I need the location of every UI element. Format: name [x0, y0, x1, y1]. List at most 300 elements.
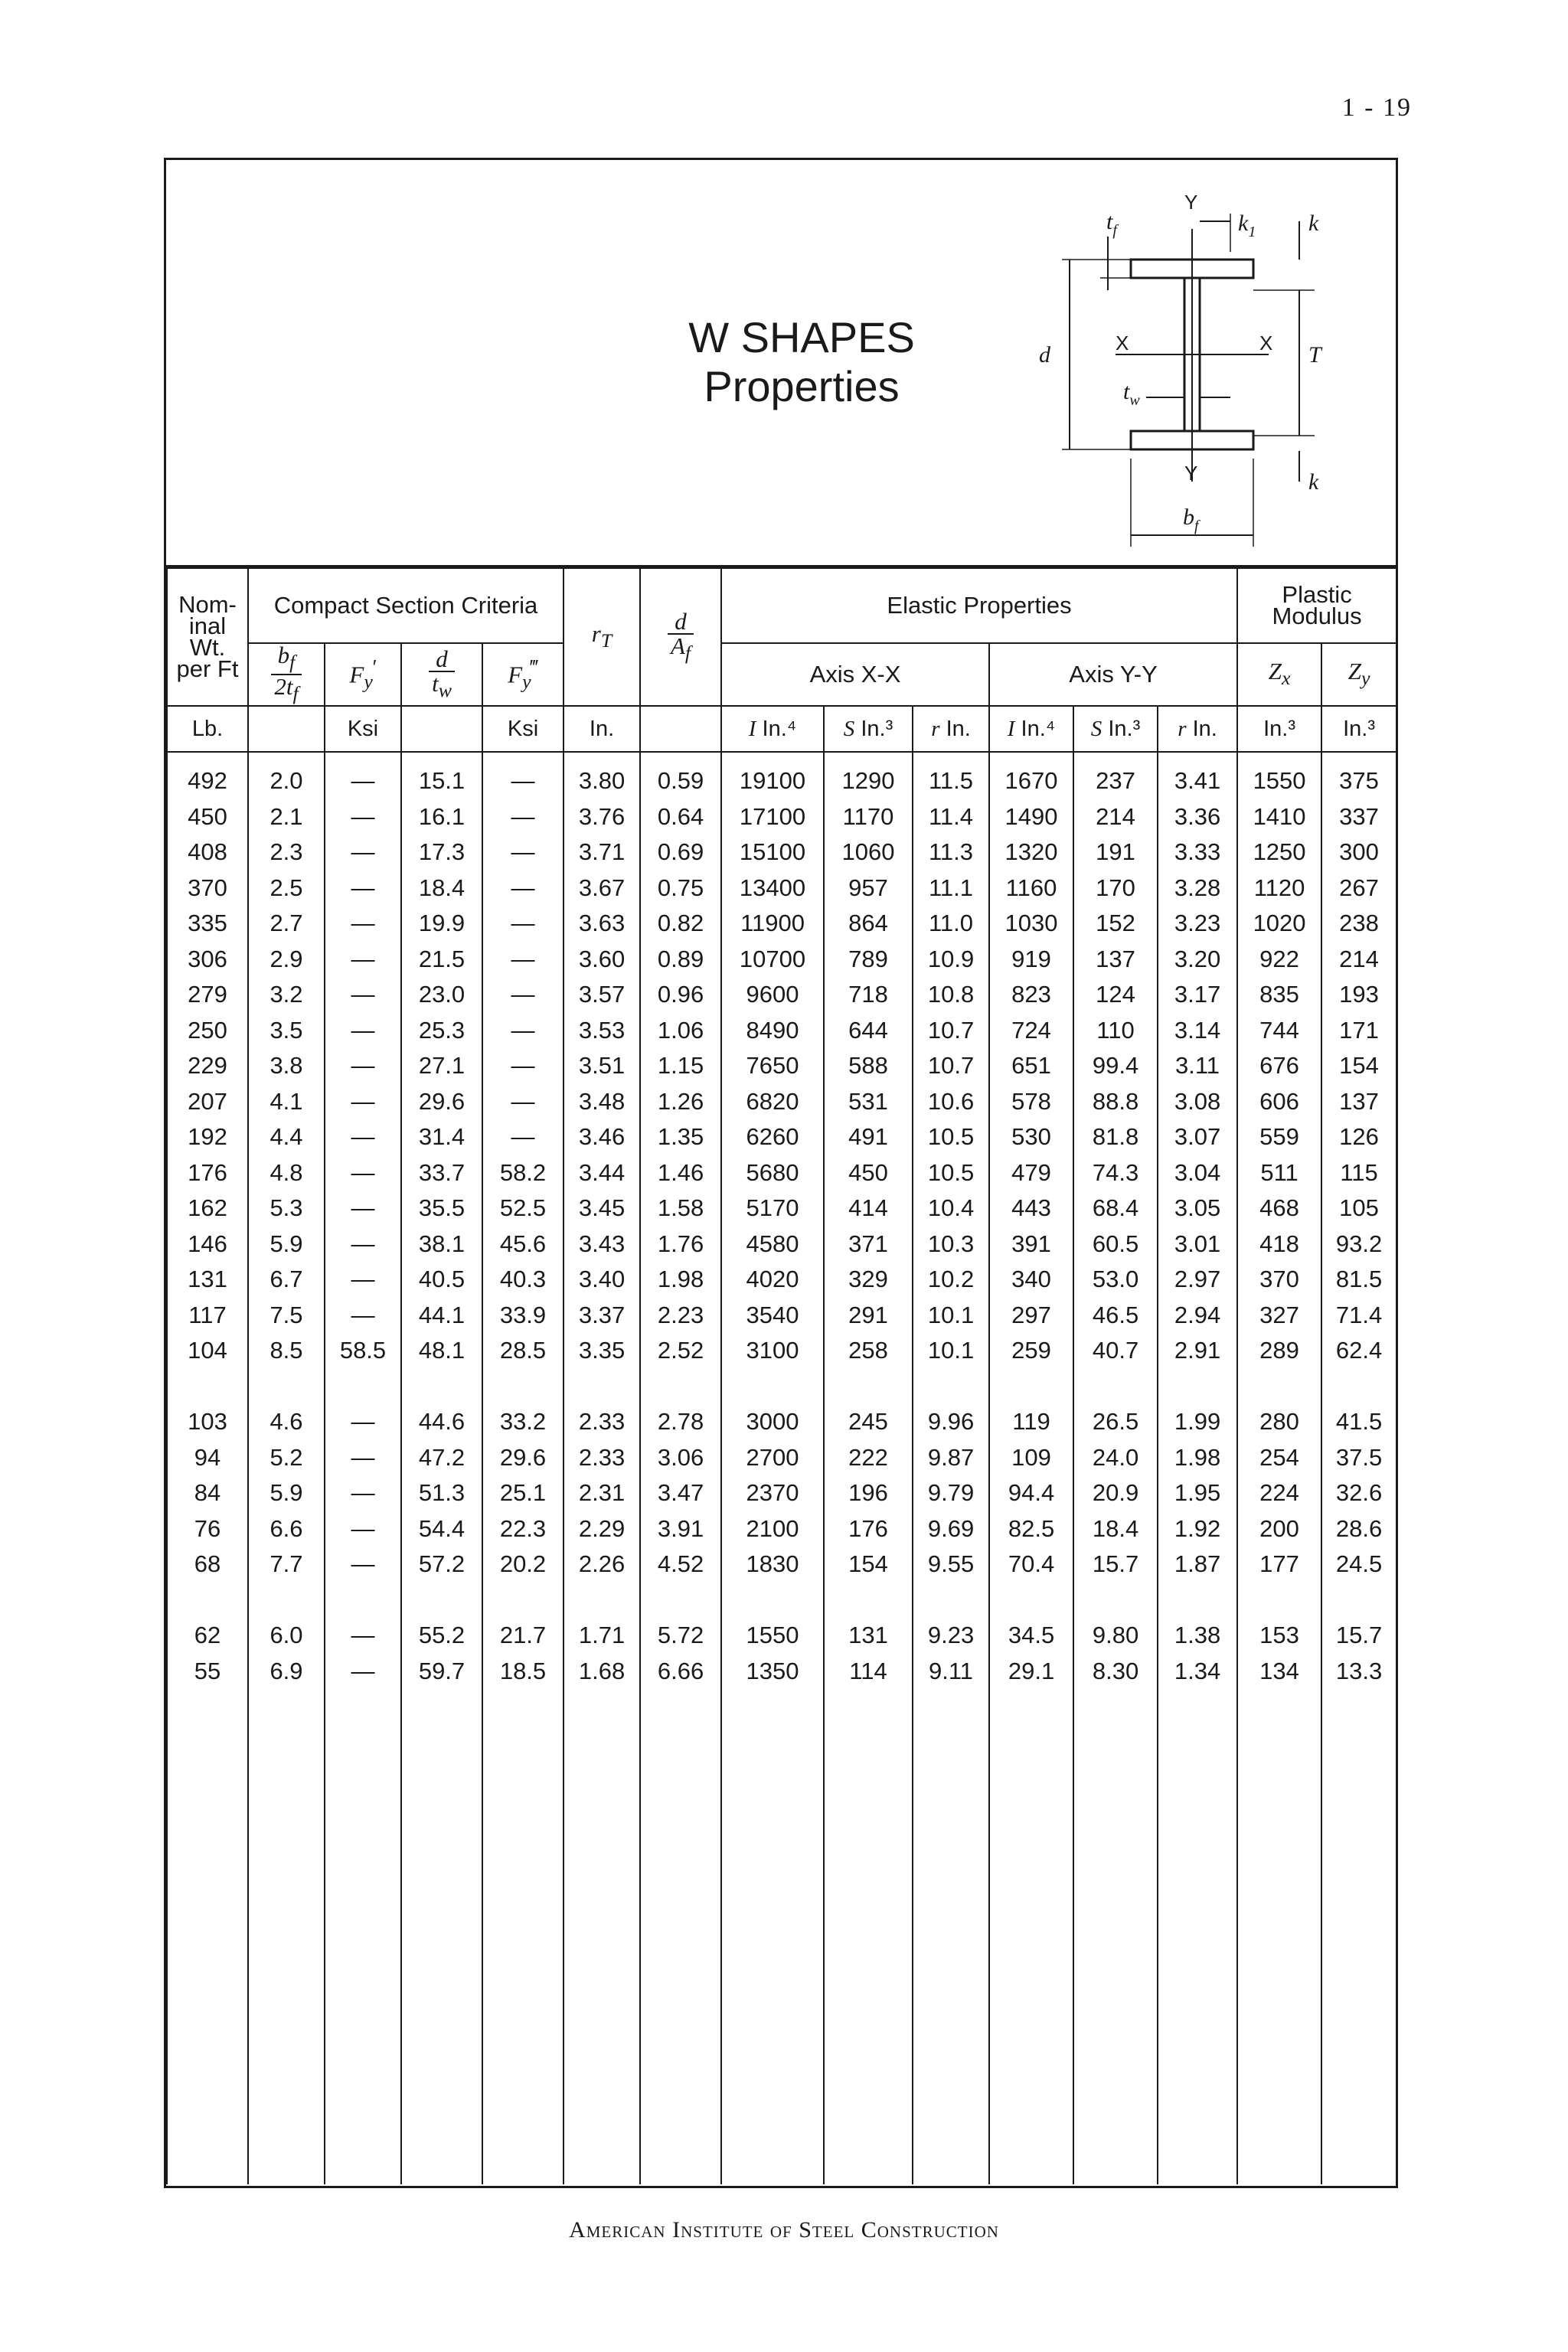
- table-cell: 3.91: [640, 1511, 721, 1547]
- table-cell: 1320: [989, 835, 1073, 871]
- table-cell: 250: [167, 1013, 248, 1049]
- table-cell-empty: [401, 1689, 482, 2184]
- table-cell: 3.37: [564, 1298, 640, 1334]
- title-line-1: W SHAPES: [688, 313, 915, 361]
- table-cell: [989, 1369, 1073, 1405]
- table-cell: 114: [824, 1654, 913, 1690]
- table-cell: —: [325, 1404, 401, 1440]
- label-x-right: X: [1259, 332, 1273, 354]
- unit-cell: [401, 706, 482, 752]
- table-cell: 13400: [721, 871, 824, 906]
- table-cell: —: [325, 906, 401, 942]
- header-bf-2tf: $\frac{b_f}{2t_f}$: [248, 643, 325, 706]
- table-cell: 340: [989, 1262, 1073, 1298]
- table-cell: 24.0: [1073, 1440, 1158, 1476]
- table-cell: 2370: [721, 1475, 824, 1511]
- table-cell: 131: [167, 1262, 248, 1298]
- table-cell: 1.34: [1158, 1654, 1237, 1690]
- table-cell: 60.5: [1073, 1227, 1158, 1263]
- table-cell: 200: [1237, 1511, 1321, 1547]
- table-cell: 6.7: [248, 1262, 325, 1298]
- table-cell: 1550: [721, 1618, 824, 1654]
- table-cell: 11.3: [913, 835, 989, 871]
- table-row: [167, 1227, 1396, 1263]
- table-cell: 119: [989, 1404, 1073, 1440]
- table-cell: 3.71: [564, 835, 640, 871]
- table-cell: 279: [167, 977, 248, 1013]
- table-cell: 37.5: [1321, 1440, 1396, 1476]
- table-cell: 20.2: [482, 1547, 564, 1583]
- table-cell: —: [482, 977, 564, 1013]
- table-cell: 531: [824, 1084, 913, 1120]
- table-cell: 10700: [721, 942, 824, 978]
- table-cell: 3.43: [564, 1227, 640, 1263]
- header-nominal-weight: Nom- inal Wt. per Ft: [167, 568, 248, 706]
- table-cell: 0.89: [640, 942, 721, 978]
- table-cell: 1.26: [640, 1084, 721, 1120]
- table-cell: 291: [824, 1298, 913, 1334]
- table-cell: 4.1: [248, 1084, 325, 1120]
- table-cell: 1.58: [640, 1191, 721, 1227]
- table-cell: 38.1: [401, 1227, 482, 1263]
- table-cell: 3.48: [564, 1084, 640, 1120]
- table-cell: —: [325, 1155, 401, 1191]
- unit-cell-sx: S In.³: [824, 706, 913, 752]
- table-cell: 11900: [721, 906, 824, 942]
- table-cell: 21.7: [482, 1618, 564, 1654]
- table-cell: 3.36: [1158, 799, 1237, 835]
- table-cell: 9.80: [1073, 1618, 1158, 1654]
- table-cell: 15.7: [1321, 1618, 1396, 1654]
- table-cell: [482, 1369, 564, 1405]
- table-cell: 2.91: [1158, 1333, 1237, 1369]
- label-k1: $k_1$: [1238, 211, 1256, 240]
- table-cell: 18.5: [482, 1654, 564, 1690]
- table-row: [167, 1155, 1396, 1191]
- table-cell: 10.8: [913, 977, 989, 1013]
- table-cell: —: [325, 942, 401, 978]
- table-cell: 1.35: [640, 1119, 721, 1155]
- header-fy-prime: $F_y'$: [325, 643, 401, 706]
- table-cell: [824, 1583, 913, 1619]
- table-cell: 2.1: [248, 799, 325, 835]
- table-cell: 10.4: [913, 1191, 989, 1227]
- table-cell: [1158, 1583, 1237, 1619]
- label-k-bottom: k: [1308, 469, 1319, 495]
- table-cell: 651: [989, 1048, 1073, 1084]
- table-cell: 4.4: [248, 1119, 325, 1155]
- table-cell: 48.1: [401, 1333, 482, 1369]
- table-cell: 2.78: [640, 1404, 721, 1440]
- properties-table: [166, 567, 1397, 2184]
- table-cell: 491: [824, 1119, 913, 1155]
- table-row: [167, 752, 1396, 799]
- table-cell: 0.75: [640, 871, 721, 906]
- table-cell: 370: [1237, 1262, 1321, 1298]
- table-cell: —: [325, 799, 401, 835]
- table-cell: 224: [1237, 1475, 1321, 1511]
- table-cell: —: [482, 835, 564, 871]
- table-cell: 3.51: [564, 1048, 640, 1084]
- table-row: [167, 835, 1396, 871]
- table-cell: 0.69: [640, 835, 721, 871]
- table-cell: 1.68: [564, 1654, 640, 1690]
- table-cell: 11.5: [913, 752, 989, 799]
- table-cell: —: [482, 1048, 564, 1084]
- table-cell: 109: [989, 1440, 1073, 1476]
- table-cell: 7.5: [248, 1298, 325, 1334]
- table-cell: 3.17: [1158, 977, 1237, 1013]
- table-cell: 370: [167, 871, 248, 906]
- table-cell: 3.06: [640, 1440, 721, 1476]
- table-cell: 1.38: [1158, 1618, 1237, 1654]
- label-d: d: [1039, 342, 1050, 368]
- table-cell: 511: [1237, 1155, 1321, 1191]
- table-cell: 23.0: [401, 977, 482, 1013]
- unit-cell: Lb.: [167, 706, 248, 752]
- table-cell: 1.98: [1158, 1440, 1237, 1476]
- table-cell: —: [325, 1440, 401, 1476]
- table-cell: 371: [824, 1227, 913, 1263]
- table-cell-empty: [167, 1689, 248, 2184]
- table-cell: 1030: [989, 906, 1073, 942]
- table-cell: 62: [167, 1618, 248, 1654]
- table-cell-empty: [248, 1689, 325, 2184]
- table-cell: 81.5: [1321, 1262, 1396, 1298]
- table-cell: 4.8: [248, 1155, 325, 1191]
- table-cell: 54.4: [401, 1511, 482, 1547]
- table-cell: —: [325, 1119, 401, 1155]
- table-cell: 479: [989, 1155, 1073, 1191]
- table-cell: 44.6: [401, 1404, 482, 1440]
- table-cell: [913, 1583, 989, 1619]
- table-cell: 391: [989, 1227, 1073, 1263]
- table-cell: 3.5: [248, 1013, 325, 1049]
- table-cell: 6.0: [248, 1618, 325, 1654]
- table-cell: 718: [824, 977, 913, 1013]
- table-cell: —: [325, 1048, 401, 1084]
- table-cell: 58.5: [325, 1333, 401, 1369]
- table-cell: 3.41: [1158, 752, 1237, 799]
- table-cell: 6.6: [248, 1511, 325, 1547]
- table-cell: 15.1: [401, 752, 482, 799]
- table-cell: 2.3: [248, 835, 325, 871]
- table-cell: 606: [1237, 1084, 1321, 1120]
- table-cell: 676: [1237, 1048, 1321, 1084]
- table-cell: 13.3: [1321, 1654, 1396, 1690]
- table-cell: 18.4: [1073, 1511, 1158, 1547]
- table-cell: 2.26: [564, 1547, 640, 1583]
- table-cell: 644: [824, 1013, 913, 1049]
- table-cell-empty: [721, 1689, 824, 2184]
- table-cell: —: [325, 1262, 401, 1298]
- table-cell: 170: [1073, 871, 1158, 906]
- table-cell: 297: [989, 1298, 1073, 1334]
- unit-cell: In.: [564, 706, 640, 752]
- unit-cell: In.³: [1237, 706, 1321, 752]
- table-cell: 10.7: [913, 1048, 989, 1084]
- table-row: [167, 942, 1396, 978]
- table-cell: 8.30: [1073, 1654, 1158, 1690]
- table-cell: 3.40: [564, 1262, 640, 1298]
- table-cell: 450: [167, 799, 248, 835]
- table-cell: —: [325, 1618, 401, 1654]
- table-cell: 18.4: [401, 871, 482, 906]
- table-cell: 40.3: [482, 1262, 564, 1298]
- table-cell: 2.7: [248, 906, 325, 942]
- table-cell: 1020: [1237, 906, 1321, 942]
- table-cell: 418: [1237, 1227, 1321, 1263]
- table-cell: 5.9: [248, 1475, 325, 1511]
- table-cell: [248, 1583, 325, 1619]
- table-cell: 10.9: [913, 942, 989, 978]
- table-cell: 99.4: [1073, 1048, 1158, 1084]
- table-row-gap: [167, 1583, 1396, 1619]
- table-cell: 117: [167, 1298, 248, 1334]
- table-cell: [1073, 1369, 1158, 1405]
- table-cell: 3.76: [564, 799, 640, 835]
- table-cell: 2700: [721, 1440, 824, 1476]
- table-cell: —: [482, 799, 564, 835]
- table-cell: 2.52: [640, 1333, 721, 1369]
- table-cell: 146: [167, 1227, 248, 1263]
- table-cell: 4580: [721, 1227, 824, 1263]
- table-cell: 29.6: [482, 1440, 564, 1476]
- table-cell: 864: [824, 906, 913, 942]
- unit-cell: Ksi: [325, 706, 401, 752]
- table-cell: 922: [1237, 942, 1321, 978]
- table-cell: 375: [1321, 752, 1396, 799]
- header-plastic-modulus: Plastic Modulus: [1237, 568, 1396, 643]
- table-cell: —: [482, 1013, 564, 1049]
- table-cell: —: [325, 835, 401, 871]
- table-cell: 237: [1073, 752, 1158, 799]
- table-cell: 59.7: [401, 1654, 482, 1690]
- table-cell: 28.6: [1321, 1511, 1396, 1547]
- table-cell-empty: [640, 1689, 721, 2184]
- table-cell: 1.15: [640, 1048, 721, 1084]
- table-cell: 88.8: [1073, 1084, 1158, 1120]
- table-cell: 0.96: [640, 977, 721, 1013]
- table-cell: [1237, 1583, 1321, 1619]
- table-cell: 6820: [721, 1084, 824, 1120]
- table-cell: 68: [167, 1547, 248, 1583]
- table-cell: 280: [1237, 1404, 1321, 1440]
- table-row: [167, 1084, 1396, 1120]
- table-row: [167, 977, 1396, 1013]
- table-cell: 3.04: [1158, 1155, 1237, 1191]
- table-cell: 40.5: [401, 1262, 482, 1298]
- table-cell: [1321, 1583, 1396, 1619]
- table-cell: 468: [1237, 1191, 1321, 1227]
- table-cell: 3540: [721, 1298, 824, 1334]
- table-cell: 9.96: [913, 1404, 989, 1440]
- table-cell: 2.97: [1158, 1262, 1237, 1298]
- table-cell: 124: [1073, 977, 1158, 1013]
- table-cell: 1290: [824, 752, 913, 799]
- table-cell: —: [325, 977, 401, 1013]
- table-cell: 1.71: [564, 1618, 640, 1654]
- table-cell: 3.53: [564, 1013, 640, 1049]
- table-cell: 1670: [989, 752, 1073, 799]
- page-footer: American Institute of Steel Construction: [569, 2217, 999, 2243]
- table-cell: 3.08: [1158, 1084, 1237, 1120]
- table-row: [167, 1013, 1396, 1049]
- table-cell: 3.46: [564, 1119, 640, 1155]
- table-cell: 1.46: [640, 1155, 721, 1191]
- table-cell: 176: [824, 1511, 913, 1547]
- table-cell: 103: [167, 1404, 248, 1440]
- table-cell: 259: [989, 1333, 1073, 1369]
- table-cell: 15100: [721, 835, 824, 871]
- table-cell: 55: [167, 1654, 248, 1690]
- table-cell: 3.2: [248, 977, 325, 1013]
- table-cell: 6.66: [640, 1654, 721, 1690]
- page-number: 1 - 19: [1341, 93, 1412, 122]
- table-cell: 20.9: [1073, 1475, 1158, 1511]
- table-cell: 2.5: [248, 871, 325, 906]
- table-cell: —: [325, 1013, 401, 1049]
- table-cell: 1550: [1237, 752, 1321, 799]
- table-cell: 306: [167, 942, 248, 978]
- table-cell: 7650: [721, 1048, 824, 1084]
- table-cell: 0.82: [640, 906, 721, 942]
- header-d-tw: $\frac{d}{t_w}$: [401, 643, 482, 706]
- table-cell: 245: [824, 1404, 913, 1440]
- table-cell: 10.3: [913, 1227, 989, 1263]
- table-cell: 11.4: [913, 799, 989, 835]
- table-row: [167, 1654, 1396, 1690]
- table-cell: 10.1: [913, 1298, 989, 1334]
- table-row: [167, 906, 1396, 942]
- table-cell: 94.4: [989, 1475, 1073, 1511]
- table-cell: 32.6: [1321, 1475, 1396, 1511]
- table-cell: 131: [824, 1618, 913, 1654]
- label-tf: $t_f$: [1106, 209, 1117, 239]
- table-row: [167, 1618, 1396, 1654]
- table-cell: 45.6: [482, 1227, 564, 1263]
- table-row: [167, 1191, 1396, 1227]
- table-cell: 9.79: [913, 1475, 989, 1511]
- table-cell: 105: [1321, 1191, 1396, 1227]
- table-cell: 10.5: [913, 1119, 989, 1155]
- table-cell: 70.4: [989, 1547, 1073, 1583]
- table-cell: 17.3: [401, 835, 482, 871]
- table-cell: 57.2: [401, 1547, 482, 1583]
- table-cell: 33.7: [401, 1155, 482, 1191]
- header-fy-triple-prime: $F_y^‴$: [482, 643, 564, 706]
- table-cell: —: [325, 1084, 401, 1120]
- table-cell: 8.5: [248, 1333, 325, 1369]
- table-cell: 51.3: [401, 1475, 482, 1511]
- table-cell: 40.7: [1073, 1333, 1158, 1369]
- table-cell: 5680: [721, 1155, 824, 1191]
- table-cell: [167, 1369, 248, 1405]
- table-cell: 3.63: [564, 906, 640, 942]
- table-cell: 3100: [721, 1333, 824, 1369]
- table-cell: 214: [1073, 799, 1158, 835]
- table-cell: 3.57: [564, 977, 640, 1013]
- table-cell: —: [482, 906, 564, 942]
- table-cell: 11.1: [913, 871, 989, 906]
- table-cell: 10.7: [913, 1013, 989, 1049]
- label-t: T: [1308, 342, 1321, 368]
- table-cell-empty: [482, 1689, 564, 2184]
- table-cell: 823: [989, 977, 1073, 1013]
- table-cell: 724: [989, 1013, 1073, 1049]
- table-cell: 93.2: [1321, 1227, 1396, 1263]
- table-cell: —: [325, 1511, 401, 1547]
- table-row: [167, 1475, 1396, 1511]
- table-cell: 24.5: [1321, 1547, 1396, 1583]
- unit-cell-rx: r In.: [913, 706, 989, 752]
- table-cell: 2.33: [564, 1404, 640, 1440]
- table-filler: [167, 1689, 1396, 2184]
- table-cell: 6.9: [248, 1654, 325, 1690]
- table-cell: 176: [167, 1155, 248, 1191]
- header-zy: $Z_y$: [1321, 643, 1396, 706]
- table-cell: 19100: [721, 752, 824, 799]
- table-cell: 44.1: [401, 1298, 482, 1334]
- table-cell: 81.8: [1073, 1119, 1158, 1155]
- table-cell: [1158, 1369, 1237, 1405]
- table-cell: 337: [1321, 799, 1396, 835]
- table-cell: [824, 1369, 913, 1405]
- table-cell: 3.01: [1158, 1227, 1237, 1263]
- table-cell: [1237, 1369, 1321, 1405]
- table-cell: 408: [167, 835, 248, 871]
- table-cell: 27.1: [401, 1048, 482, 1084]
- table-cell: 10.2: [913, 1262, 989, 1298]
- table-cell: 588: [824, 1048, 913, 1084]
- table-cell: 152: [1073, 906, 1158, 942]
- table-cell: 5.9: [248, 1227, 325, 1263]
- table-cell: [913, 1369, 989, 1405]
- table-cell: 115: [1321, 1155, 1396, 1191]
- table-cell: 191: [1073, 835, 1158, 871]
- table-cell: 11.0: [913, 906, 989, 942]
- table-cell: [401, 1369, 482, 1405]
- table-cell: 9.23: [913, 1618, 989, 1654]
- table-cell: —: [482, 871, 564, 906]
- header-d-af: $\frac{d}{A_f}$: [640, 568, 721, 706]
- table-cell: 46.5: [1073, 1298, 1158, 1334]
- table-cell: 35.5: [401, 1191, 482, 1227]
- table-row: [167, 1262, 1396, 1298]
- table-cell: 193: [1321, 977, 1396, 1013]
- table-cell: 2.9: [248, 942, 325, 978]
- table-cell: 5.3: [248, 1191, 325, 1227]
- unit-cell-iy: I In.⁴: [989, 706, 1073, 752]
- table-cell-empty: [1321, 1689, 1396, 2184]
- header-elastic-properties: Elastic Properties: [721, 568, 1237, 643]
- table-cell: 84: [167, 1475, 248, 1511]
- table-cell: 2100: [721, 1511, 824, 1547]
- table-cell-empty: [1073, 1689, 1158, 2184]
- table-cell: —: [482, 1084, 564, 1120]
- table-cell: 153: [1237, 1618, 1321, 1654]
- table-cell: 254: [1237, 1440, 1321, 1476]
- table-cell: 3.33: [1158, 835, 1237, 871]
- label-y-bottom: Y: [1184, 462, 1198, 485]
- table-cell: 21.5: [401, 942, 482, 978]
- table-cell: 2.23: [640, 1298, 721, 1334]
- table-cell: 5.2: [248, 1440, 325, 1476]
- table-cell: 16.1: [401, 799, 482, 835]
- table-cell: [640, 1369, 721, 1405]
- table-cell: 492: [167, 752, 248, 799]
- table-cell: 5.72: [640, 1618, 721, 1654]
